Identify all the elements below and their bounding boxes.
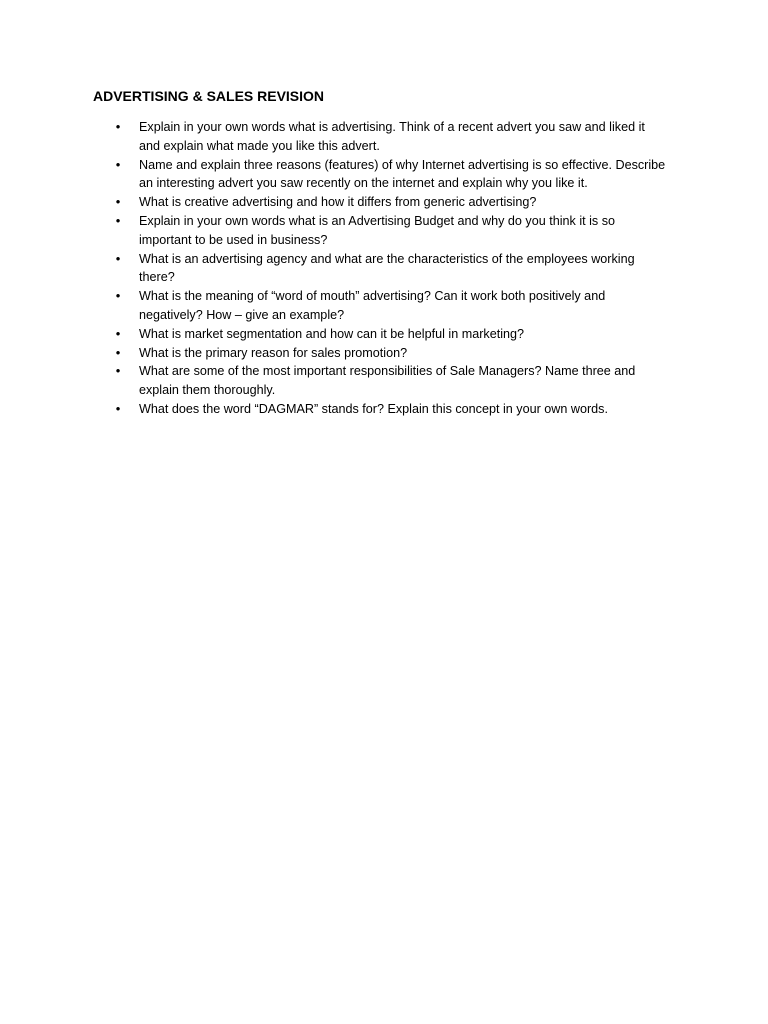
question-list [0, 118, 768, 419]
bullet-icon: • [115, 288, 121, 304]
bullet-icon: • [115, 363, 121, 379]
question-text: What is an advertising agency and what are the characteristics of the employees working there? [139, 251, 635, 285]
question-item [0, 362, 669, 400]
question-text: What are some of the most important responsibilities of Sale Managers? Name three and explain them thoroughly. [139, 364, 636, 398]
bullet-icon: • [115, 250, 121, 266]
question-text: Name and explain three reasons (features) of why Internet advertising is so effective. Describe an interesting advert you saw recently on the internet and explain why you like it. [139, 157, 666, 191]
bullet-icon: • [115, 156, 121, 172]
bullet-icon: • [115, 119, 121, 134]
question-text: What is the meaning of “word of mouth” advertising? Can it work both positively and negatively? How – give an example? [139, 289, 606, 322]
question-item [0, 212, 669, 250]
question-text: What does the word “DAGMAR” stands for? Explain this concept in your own words. [139, 401, 608, 416]
bullet-icon: • [115, 400, 121, 416]
bullet-icon: • [115, 344, 121, 360]
question-text: Explain in your own words what is an Advertising Budget and why do you think it is so important to be used in business? [139, 213, 616, 247]
question-item [0, 325, 669, 344]
question-item [0, 118, 669, 156]
bullet-icon: • [115, 325, 121, 341]
document-title: ADVERTISING & SALES REVISION [93, 88, 325, 104]
question-item [0, 250, 669, 288]
question-text: What is creative advertising and how it differs from generic advertising? [139, 195, 537, 210]
question-item [0, 156, 669, 194]
question-item [0, 344, 669, 363]
question-text: What is market segmentation and how can it be helpful in marketing? [139, 326, 525, 341]
question-text: Explain in your own words what is advertising. Think of a recent advert you saw and liked it and explain what made you like this advert. [139, 120, 645, 153]
question-item [0, 193, 669, 212]
question-text: What is the primary reason for sales promotion? [139, 345, 408, 360]
question-item [0, 400, 669, 419]
bullet-icon: • [115, 212, 121, 228]
bullet-icon: • [115, 194, 121, 210]
question-item [0, 287, 669, 325]
